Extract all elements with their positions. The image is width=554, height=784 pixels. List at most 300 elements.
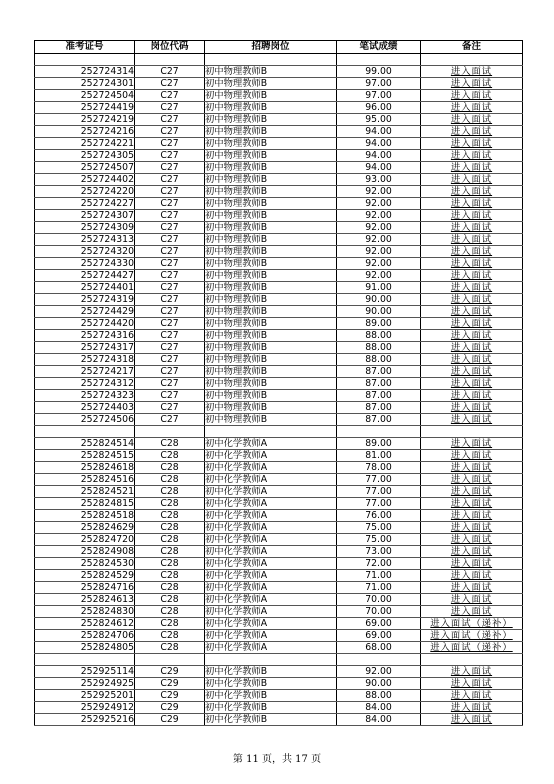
table-row [35, 90, 523, 102]
cell-note: 进入面试 [421, 666, 523, 678]
cell-note: 进入面试 [421, 186, 523, 198]
cell-position [205, 426, 337, 438]
cell-exam-id: 252724307 [35, 210, 135, 222]
cell-exam-id: 252824515 [35, 450, 135, 462]
table-row [35, 414, 523, 426]
cell-position: 初中物理教师B [205, 138, 337, 150]
table-row [35, 306, 523, 318]
results-table [34, 40, 523, 726]
cell-position-code: C27 [135, 234, 205, 246]
cell-note: 进入面试 [421, 450, 523, 462]
table-row [35, 330, 523, 342]
cell-score: 92.00 [337, 210, 421, 222]
cell-position: 初中化学教师A [205, 630, 337, 642]
cell-note [421, 54, 523, 66]
cell-score: 94.00 [337, 150, 421, 162]
cell-note: 进入面试 [421, 390, 523, 402]
cell-position: 初中化学教师A [205, 510, 337, 522]
table-row [35, 714, 523, 726]
table-row [35, 102, 523, 114]
cell-exam-id: 252724301 [35, 78, 135, 90]
blank-row [35, 426, 523, 438]
header-score: 笔试成绩 [337, 41, 421, 54]
cell-note: 进入面试 [421, 306, 523, 318]
cell-note: 进入面试 [421, 678, 523, 690]
cell-position-code: C28 [135, 486, 205, 498]
cell-note: 进入面试 [421, 342, 523, 354]
cell-position: 初中化学教师A [205, 534, 337, 546]
cell-score: 97.00 [337, 78, 421, 90]
cell-position-code: C27 [135, 162, 205, 174]
cell-score: 84.00 [337, 702, 421, 714]
cell-score: 88.00 [337, 330, 421, 342]
cell-score: 88.00 [337, 354, 421, 366]
cell-score: 87.00 [337, 366, 421, 378]
cell-score: 97.00 [337, 90, 421, 102]
cell-exam-id: 252724217 [35, 366, 135, 378]
cell-score: 70.00 [337, 606, 421, 618]
cell-exam-id: 252724220 [35, 186, 135, 198]
cell-exam-id: 252724317 [35, 342, 135, 354]
cell-position: 初中化学教师A [205, 546, 337, 558]
table-row [35, 462, 523, 474]
cell-position-code: C27 [135, 366, 205, 378]
cell-position-code: C29 [135, 678, 205, 690]
cell-exam-id: 252724427 [35, 270, 135, 282]
cell-position-code [135, 54, 205, 66]
table-row [35, 402, 523, 414]
cell-position: 初中物理教师B [205, 246, 337, 258]
cell-position: 初中化学教师B [205, 702, 337, 714]
cell-score: 96.00 [337, 102, 421, 114]
cell-position-code: C27 [135, 402, 205, 414]
cell-position: 初中物理教师B [205, 402, 337, 414]
cell-note: 进入面试 [421, 318, 523, 330]
cell-position-code: C27 [135, 174, 205, 186]
table-row [35, 606, 523, 618]
cell-score: 91.00 [337, 282, 421, 294]
cell-note: 进入面试（递补） [421, 618, 523, 630]
cell-note: 进入面试 [421, 282, 523, 294]
cell-score: 71.00 [337, 570, 421, 582]
cell-score: 71.00 [337, 582, 421, 594]
cell-position: 初中物理教师B [205, 306, 337, 318]
table-row [35, 582, 523, 594]
table-row [35, 138, 523, 150]
table-row [35, 186, 523, 198]
cell-score: 69.00 [337, 630, 421, 642]
cell-exam-id: 252925114 [35, 666, 135, 678]
cell-position: 初中物理教师B [205, 318, 337, 330]
cell-score [337, 426, 421, 438]
header-row [35, 41, 523, 54]
table-row [35, 210, 523, 222]
cell-exam-id: 252724507 [35, 162, 135, 174]
cell-position: 初中化学教师A [205, 642, 337, 654]
cell-position-code: C28 [135, 570, 205, 582]
cell-note: 进入面试 [421, 198, 523, 210]
cell-position-code: C28 [135, 594, 205, 606]
cell-exam-id: 252724402 [35, 174, 135, 186]
cell-score [337, 54, 421, 66]
cell-position-code: C28 [135, 438, 205, 450]
cell-position-code [135, 426, 205, 438]
cell-position-code: C28 [135, 582, 205, 594]
cell-exam-id: 252824908 [35, 546, 135, 558]
cell-position-code: C29 [135, 666, 205, 678]
table-row [35, 642, 523, 654]
cell-exam-id: 252724419 [35, 102, 135, 114]
cell-note: 进入面试 [421, 546, 523, 558]
cell-position-code: C27 [135, 198, 205, 210]
cell-note: 进入面试 [421, 174, 523, 186]
cell-position: 初中化学教师A [205, 582, 337, 594]
cell-note: 进入面试 [421, 570, 523, 582]
table-row [35, 258, 523, 270]
cell-exam-id: 252824830 [35, 606, 135, 618]
cell-position: 初中物理教师B [205, 174, 337, 186]
cell-position-code: C27 [135, 78, 205, 90]
cell-exam-id: 252724309 [35, 222, 135, 234]
table-row [35, 114, 523, 126]
header-position: 招聘岗位 [205, 41, 337, 54]
cell-position [205, 54, 337, 66]
cell-note: 进入面试 [421, 78, 523, 90]
cell-note: 进入面试 [421, 498, 523, 510]
cell-position-code: C27 [135, 90, 205, 102]
cell-note: 进入面试 [421, 126, 523, 138]
cell-position-code: C27 [135, 354, 205, 366]
cell-score: 81.00 [337, 450, 421, 462]
cell-position: 初中物理教师B [205, 294, 337, 306]
table-row [35, 498, 523, 510]
cell-exam-id: 252824716 [35, 582, 135, 594]
cell-exam-id [35, 426, 135, 438]
cell-position-code: C27 [135, 222, 205, 234]
cell-position: 初中物理教师B [205, 366, 337, 378]
cell-note: 进入面试 [421, 150, 523, 162]
cell-exam-id: 252924925 [35, 678, 135, 690]
cell-score: 72.00 [337, 558, 421, 570]
cell-note: 进入面试 [421, 354, 523, 366]
cell-position-code: C28 [135, 522, 205, 534]
cell-exam-id: 252824805 [35, 642, 135, 654]
cell-position: 初中物理教师B [205, 198, 337, 210]
cell-exam-id: 252824815 [35, 498, 135, 510]
cell-exam-id: 252824618 [35, 462, 135, 474]
cell-position-code: C27 [135, 246, 205, 258]
cell-note: 进入面试 [421, 402, 523, 414]
cell-score: 92.00 [337, 198, 421, 210]
table-row [35, 594, 523, 606]
cell-exam-id: 252724316 [35, 330, 135, 342]
cell-score: 89.00 [337, 318, 421, 330]
cell-score: 89.00 [337, 438, 421, 450]
table-row [35, 150, 523, 162]
cell-exam-id: 252924912 [35, 702, 135, 714]
cell-score: 92.00 [337, 222, 421, 234]
table-row [35, 618, 523, 630]
cell-exam-id: 252724420 [35, 318, 135, 330]
cell-exam-id: 252824521 [35, 486, 135, 498]
cell-score: 92.00 [337, 234, 421, 246]
cell-note: 进入面试（递补） [421, 630, 523, 642]
cell-note: 进入面试 [421, 702, 523, 714]
cell-score: 84.00 [337, 714, 421, 726]
cell-exam-id: 252724216 [35, 126, 135, 138]
cell-score: 87.00 [337, 390, 421, 402]
cell-score: 92.00 [337, 270, 421, 282]
cell-position: 初中物理教师B [205, 270, 337, 282]
cell-note: 进入面试 [421, 714, 523, 726]
cell-position-code: C28 [135, 474, 205, 486]
cell-exam-id: 252724323 [35, 390, 135, 402]
cell-score: 90.00 [337, 678, 421, 690]
cell-position: 初中物理教师B [205, 354, 337, 366]
table-row [35, 558, 523, 570]
cell-position-code: C27 [135, 330, 205, 342]
cell-exam-id: 252824612 [35, 618, 135, 630]
cell-position-code [135, 654, 205, 666]
cell-exam-id: 252724313 [35, 234, 135, 246]
cell-note: 进入面试 [421, 102, 523, 114]
cell-position: 初中物理教师B [205, 114, 337, 126]
cell-position-code: C27 [135, 414, 205, 426]
cell-note: 进入面试 [421, 246, 523, 258]
cell-score: 87.00 [337, 402, 421, 414]
cell-note: 进入面试 [421, 138, 523, 150]
cell-position: 初中物理教师B [205, 66, 337, 78]
table-row [35, 390, 523, 402]
table-row [35, 366, 523, 378]
cell-note [421, 426, 523, 438]
table-row [35, 198, 523, 210]
cell-position: 初中物理教师B [205, 78, 337, 90]
cell-position [205, 654, 337, 666]
cell-position-code: C27 [135, 282, 205, 294]
cell-score: 78.00 [337, 462, 421, 474]
table-row [35, 474, 523, 486]
cell-position: 初中物理教师B [205, 234, 337, 246]
cell-exam-id: 252724312 [35, 378, 135, 390]
table-row [35, 354, 523, 366]
cell-note: 进入面试 [421, 486, 523, 498]
cell-note: 进入面试 [421, 162, 523, 174]
cell-position-code: C27 [135, 138, 205, 150]
cell-position-code: C27 [135, 150, 205, 162]
cell-exam-id: 252724429 [35, 306, 135, 318]
cell-position: 初中化学教师A [205, 462, 337, 474]
cell-score: 99.00 [337, 66, 421, 78]
cell-position: 初中物理教师B [205, 258, 337, 270]
cell-exam-id [35, 654, 135, 666]
cell-score: 75.00 [337, 522, 421, 534]
cell-position-code: C28 [135, 510, 205, 522]
table-row [35, 126, 523, 138]
cell-position-code: C28 [135, 498, 205, 510]
cell-position-code: C28 [135, 462, 205, 474]
cell-position-code: C27 [135, 342, 205, 354]
header-position-code: 岗位代码 [135, 41, 205, 54]
cell-exam-id: 252724506 [35, 414, 135, 426]
cell-exam-id: 252925216 [35, 714, 135, 726]
cell-score: 92.00 [337, 666, 421, 678]
cell-note: 进入面试 [421, 510, 523, 522]
cell-position: 初中物理教师B [205, 162, 337, 174]
table-row [35, 162, 523, 174]
cell-exam-id: 252925201 [35, 690, 135, 702]
cell-position: 初中化学教师A [205, 570, 337, 582]
cell-note: 进入面试 [421, 210, 523, 222]
cell-position: 初中物理教师B [205, 330, 337, 342]
cell-note: 进入面试 [421, 690, 523, 702]
table-row [35, 702, 523, 714]
cell-position-code: C27 [135, 390, 205, 402]
cell-score: 69.00 [337, 618, 421, 630]
cell-exam-id: 252824518 [35, 510, 135, 522]
cell-note: 进入面试（递补） [421, 642, 523, 654]
cell-position: 初中化学教师A [205, 498, 337, 510]
table-row [35, 666, 523, 678]
table-row [35, 630, 523, 642]
cell-position-code: C29 [135, 714, 205, 726]
cell-position: 初中化学教师B [205, 714, 337, 726]
cell-position: 初中化学教师A [205, 522, 337, 534]
cell-exam-id: 252824629 [35, 522, 135, 534]
cell-note: 进入面试 [421, 258, 523, 270]
cell-exam-id: 252724221 [35, 138, 135, 150]
cell-score: 68.00 [337, 642, 421, 654]
cell-position: 初中物理教师B [205, 222, 337, 234]
table-row [35, 450, 523, 462]
cell-score: 77.00 [337, 486, 421, 498]
cell-position: 初中物理教师B [205, 414, 337, 426]
cell-exam-id: 252724504 [35, 90, 135, 102]
cell-exam-id: 252824514 [35, 438, 135, 450]
cell-position-code: C27 [135, 306, 205, 318]
cell-score: 94.00 [337, 126, 421, 138]
cell-position: 初中化学教师A [205, 450, 337, 462]
cell-exam-id: 252724403 [35, 402, 135, 414]
cell-position: 初中物理教师B [205, 126, 337, 138]
table-row [35, 294, 523, 306]
cell-position-code: C28 [135, 558, 205, 570]
table-row [35, 270, 523, 282]
cell-position-code: C28 [135, 534, 205, 546]
cell-position: 初中化学教师A [205, 474, 337, 486]
cell-exam-id: 252824530 [35, 558, 135, 570]
table-row [35, 234, 523, 246]
table-row [35, 174, 523, 186]
cell-exam-id: 252724227 [35, 198, 135, 210]
cell-score: 88.00 [337, 690, 421, 702]
table-row [35, 378, 523, 390]
cell-exam-id: 252824529 [35, 570, 135, 582]
cell-note: 进入面试 [421, 606, 523, 618]
cell-note: 进入面试 [421, 66, 523, 78]
cell-position: 初中物理教师B [205, 390, 337, 402]
table-row [35, 486, 523, 498]
table-row [35, 678, 523, 690]
cell-position: 初中化学教师A [205, 606, 337, 618]
cell-position-code: C28 [135, 450, 205, 462]
table-row [35, 438, 523, 450]
cell-exam-id: 252724318 [35, 354, 135, 366]
cell-note: 进入面试 [421, 90, 523, 102]
cell-note: 进入面试 [421, 234, 523, 246]
table-row [35, 522, 523, 534]
cell-note: 进入面试 [421, 522, 523, 534]
cell-note [421, 654, 523, 666]
cell-exam-id: 252824613 [35, 594, 135, 606]
cell-score: 94.00 [337, 162, 421, 174]
cell-note: 进入面试 [421, 378, 523, 390]
cell-exam-id: 252724320 [35, 246, 135, 258]
cell-score [337, 654, 421, 666]
table-row [35, 282, 523, 294]
cell-exam-id: 252824706 [35, 630, 135, 642]
cell-note: 进入面试 [421, 114, 523, 126]
cell-position: 初中化学教师B [205, 666, 337, 678]
cell-score: 75.00 [337, 534, 421, 546]
cell-position-code: C28 [135, 606, 205, 618]
table-row [35, 534, 523, 546]
cell-position: 初中物理教师B [205, 150, 337, 162]
table-row [35, 318, 523, 330]
cell-score: 90.00 [337, 294, 421, 306]
cell-score: 93.00 [337, 174, 421, 186]
cell-position-code: C29 [135, 702, 205, 714]
table-body [35, 54, 523, 726]
cell-position-code: C27 [135, 378, 205, 390]
cell-score: 73.00 [337, 546, 421, 558]
table-row [35, 510, 523, 522]
cell-position: 初中物理教师B [205, 378, 337, 390]
cell-score: 92.00 [337, 258, 421, 270]
cell-position-code: C28 [135, 618, 205, 630]
cell-position: 初中化学教师A [205, 486, 337, 498]
cell-score: 87.00 [337, 378, 421, 390]
cell-score: 77.00 [337, 498, 421, 510]
cell-note: 进入面试 [421, 594, 523, 606]
cell-position-code: C27 [135, 114, 205, 126]
cell-position: 初中物理教师B [205, 186, 337, 198]
cell-position: 初中物理教师B [205, 282, 337, 294]
cell-note: 进入面试 [421, 330, 523, 342]
cell-score: 92.00 [337, 186, 421, 198]
cell-position-code: C27 [135, 186, 205, 198]
cell-position-code: C28 [135, 642, 205, 654]
cell-exam-id: 252724330 [35, 258, 135, 270]
cell-score: 94.00 [337, 138, 421, 150]
cell-position: 初中化学教师A [205, 618, 337, 630]
cell-score: 90.00 [337, 306, 421, 318]
cell-score: 92.00 [337, 246, 421, 258]
cell-note: 进入面试 [421, 534, 523, 546]
cell-position-code: C28 [135, 630, 205, 642]
cell-position: 初中化学教师B [205, 678, 337, 690]
cell-score: 77.00 [337, 474, 421, 486]
cell-exam-id: 252724319 [35, 294, 135, 306]
cell-note: 进入面试 [421, 438, 523, 450]
cell-position-code: C27 [135, 318, 205, 330]
cell-position-code: C27 [135, 270, 205, 282]
cell-exam-id: 252724219 [35, 114, 135, 126]
table-row [35, 690, 523, 702]
cell-position: 初中化学教师A [205, 558, 337, 570]
table-row [35, 246, 523, 258]
cell-note: 进入面试 [421, 558, 523, 570]
